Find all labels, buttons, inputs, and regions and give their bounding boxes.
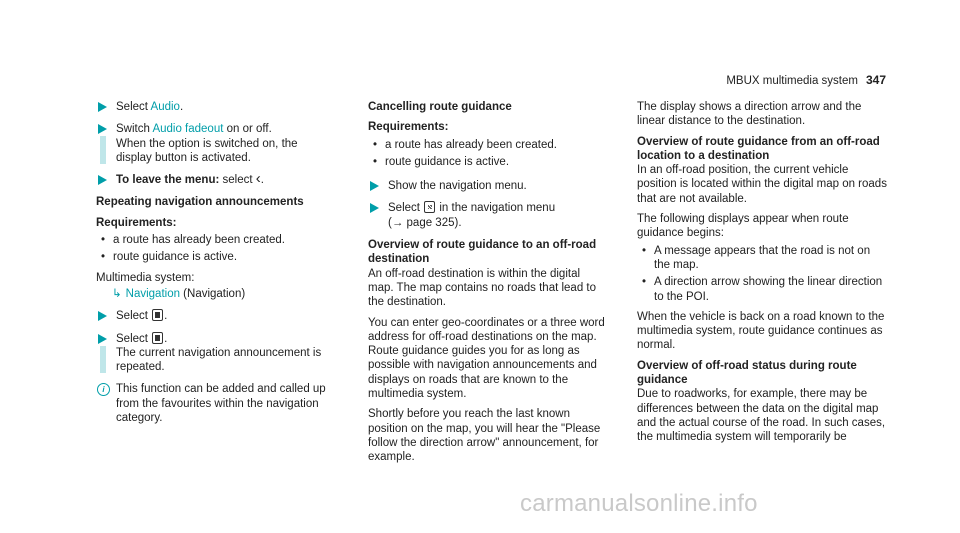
step-description: When the option is switched on, the display button is activated. bbox=[116, 137, 298, 164]
page-reference: (→ page 325). bbox=[388, 216, 462, 229]
step-arrow-icon bbox=[370, 181, 379, 191]
info-note bbox=[96, 382, 336, 425]
column-right bbox=[637, 100, 887, 451]
step-arrow-icon bbox=[370, 203, 379, 213]
list-item: • A direction arrow showing the linear direction to the POI. bbox=[637, 275, 887, 304]
section-heading: Cancelling route guidance bbox=[368, 101, 512, 113]
step-arrow-icon bbox=[98, 311, 107, 321]
column-left bbox=[96, 100, 336, 425]
requirement-item: • a route has already been created. bbox=[96, 233, 336, 247]
cancel-route-icon bbox=[424, 201, 435, 213]
requirement-item: • a route has already been created. bbox=[368, 138, 608, 152]
list-item: • A message appears that the road is not on the map. bbox=[637, 244, 887, 273]
column-middle bbox=[368, 100, 608, 471]
step-arrow-icon bbox=[98, 124, 107, 134]
navigation-link[interactable]: Navigation bbox=[125, 287, 180, 300]
step-arrow-icon bbox=[98, 334, 107, 344]
requirements-label: Requirements: bbox=[96, 216, 177, 229]
step-select-cancel: Select in the navigation menu (→ page 325). bbox=[368, 201, 608, 230]
voice-announcement-icon bbox=[152, 309, 163, 321]
audio-fadeout-link[interactable]: Audio fadeout bbox=[152, 123, 224, 136]
page-number: 347 bbox=[865, 73, 886, 87]
paragraph: In an off-road position, the current vehicle position is located within the digital map on roads that are not available. bbox=[637, 164, 887, 205]
requirements-label: Requirements: bbox=[368, 121, 449, 134]
note-text: This function can be added and called up from the favourites within the navigation category. bbox=[116, 383, 326, 425]
step-leave-menu: To leave the menu: select ‹. bbox=[96, 173, 336, 187]
step-switch-audio-fadeout: Switch Audio fadeout on or off. When the option is switched on, the display button is activated. bbox=[96, 122, 336, 165]
paragraph: You can enter geo-coordinates or a three word address for off-road destinations on the map. Route guidance guides you for as long as possible with navigation announcements and displays on roads that are known to the multimedia system. bbox=[368, 316, 605, 401]
page-header bbox=[726, 73, 886, 87]
section-heading: Overview of route guidance from an off-road location to a destination bbox=[637, 135, 880, 162]
paragraph: When the vehicle is back on a road known to the multimedia system, route guidance continues as normal. bbox=[637, 310, 885, 352]
paragraph: The following displays appear when route guidance begins: bbox=[637, 213, 849, 240]
requirement-item: • route guidance is active. bbox=[96, 250, 336, 264]
step-select-audio: Select Audio. bbox=[96, 100, 336, 114]
paragraph: Due to roadworks, for example, there may be differences between the data on the digital map and the actual course of the road. In such cases, the multimedia system will temporarily be bbox=[637, 388, 886, 444]
path-arrow-icon: ↳ bbox=[112, 287, 122, 300]
repeat-announcement-icon bbox=[152, 332, 163, 344]
step-select-voice: Select . bbox=[96, 309, 336, 323]
step-repeat-announcement: Select . The current navigation announcement is repeated. bbox=[96, 332, 336, 375]
multimedia-system-label: Multimedia system: bbox=[96, 271, 195, 284]
header-title: MBUX multimedia system bbox=[726, 75, 858, 87]
paragraph: An off-road destination is within the digital map. The map contains no roads that lead to the destination. bbox=[368, 267, 597, 309]
section-heading: Repeating navigation announcements bbox=[96, 196, 304, 209]
step-arrow-icon bbox=[98, 102, 107, 112]
paragraph: Shortly before you reach the last known position on the map, you will hear the "Please follow the direction arrow" announcement, for example. bbox=[368, 408, 601, 464]
info-icon: i bbox=[97, 383, 110, 396]
back-chevron-icon: ‹ bbox=[255, 170, 261, 188]
step-arrow-icon bbox=[98, 175, 107, 185]
section-heading: Overview of route guidance to an off-road destination bbox=[368, 239, 597, 266]
requirement-item: • route guidance is active. bbox=[368, 155, 608, 169]
step-show-nav-menu: Show the navigation menu. bbox=[368, 179, 608, 193]
menu-path: ↳ Navigation (Navigation) bbox=[112, 287, 246, 300]
audio-link[interactable]: Audio bbox=[150, 101, 180, 113]
step-description: The current navigation announcement is repeated. bbox=[116, 346, 322, 374]
paragraph: The display shows a direction arrow and the linear distance to the destination. bbox=[637, 101, 862, 128]
watermark: carmanualsonline.info bbox=[520, 490, 758, 517]
section-heading: Overview of off-road status during route guidance bbox=[637, 359, 857, 387]
